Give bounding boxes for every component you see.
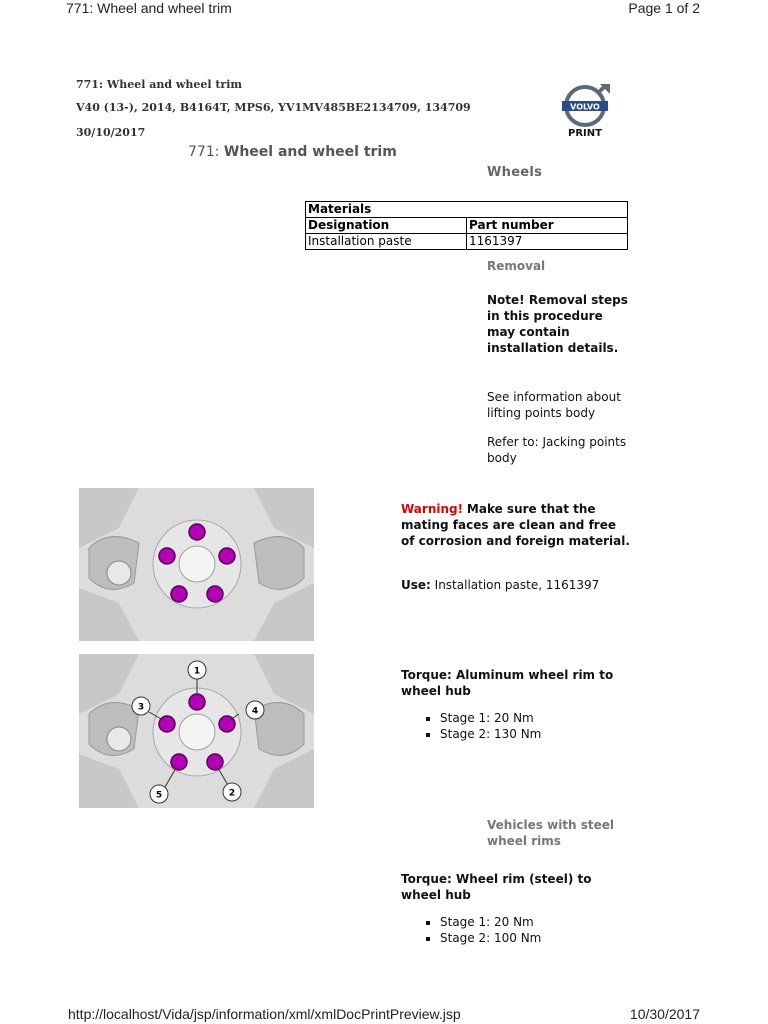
materials-caption: Materials	[306, 202, 628, 218]
list-item: ▪ Stage 1: 20 Nm	[440, 710, 541, 726]
jacking-reference-link[interactable]: Refer to: Jacking points body	[487, 435, 627, 465]
page-title: 771: Wheel and wheel trim	[188, 144, 397, 160]
steel-rims-heading: Vehicles with steel wheel rims	[487, 818, 615, 848]
torque-steel-stages	[418, 914, 541, 946]
print-page-number: Page 1 of 2	[628, 0, 700, 16]
materials-table	[305, 201, 628, 250]
doc-date: 30/10/2017	[76, 126, 146, 139]
list-item: ▪ Stage 2: 130 Nm	[440, 726, 541, 742]
section-heading-wheels: Wheels	[487, 165, 543, 180]
table-header-designation: Designation	[306, 218, 467, 234]
torque-aluminum-stages	[418, 710, 541, 742]
wheel-bolts-image	[79, 488, 314, 641]
bolt-sequence-image	[79, 654, 314, 808]
callout-1: 1	[193, 666, 201, 677]
table-header-part-number: Part number	[467, 218, 628, 234]
callout-3: 3	[137, 702, 145, 713]
use-line: Use: Installation paste, 1161397	[401, 578, 600, 592]
table-cell-designation: Installation paste	[306, 234, 467, 250]
list-item: ▪ Stage 1: 20 Nm	[440, 914, 541, 930]
warning-label: Warning!	[401, 502, 464, 516]
removal-note: Note! Removal steps in this procedure may contain installation details.	[487, 293, 628, 355]
print-header-title: 771: Wheel and wheel trim	[66, 0, 232, 16]
torque-aluminum-title: Torque: Aluminum wheel rim to wheel hub	[401, 668, 614, 698]
callout-5: 5	[155, 790, 163, 801]
callout-4: 4	[251, 706, 259, 717]
callout-2: 2	[228, 788, 236, 799]
footer-date: 10/30/2017	[629, 1006, 700, 1022]
list-item: ▪ Stage 2: 100 Nm	[440, 930, 541, 946]
table-row	[306, 234, 628, 250]
lifting-info-link[interactable]: See information about lifting points body	[487, 390, 621, 420]
table-cell-part-number: 1161397	[467, 234, 628, 250]
print-label: PRINT	[568, 128, 602, 139]
footer-url: http://localhost/Vida/jsp/information/xml/xmlDocPrintPreview.jsp	[68, 1006, 461, 1022]
svg-text:VOLVO: VOLVO	[570, 102, 600, 112]
torque-steel-title: Torque: Wheel rim (steel) to wheel hub	[401, 872, 592, 902]
vehicle-info: V40 (13-), 2014, B4164T, MPS6, YV1MV485BE2134709, 134709	[76, 101, 471, 114]
removal-heading: Removal	[487, 259, 546, 273]
doc-header-title: 771: Wheel and wheel trim	[76, 78, 243, 91]
warning-text: Warning! Make sure that the mating faces are clean and free of corrosion and foreign material.	[401, 502, 630, 548]
